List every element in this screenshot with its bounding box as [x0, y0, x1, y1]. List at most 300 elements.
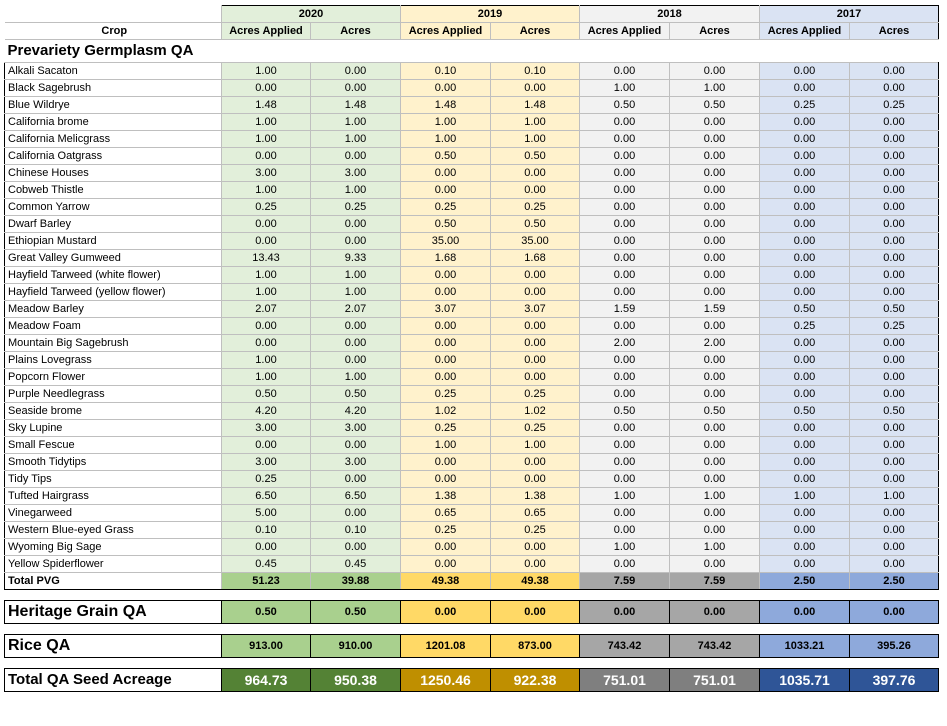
acreage-value: 1.00	[222, 369, 311, 386]
acreage-value: 0.00	[491, 284, 580, 301]
table-row	[5, 284, 939, 301]
acreage-value: 0.50	[580, 403, 670, 420]
acreage-value: 0.00	[491, 556, 580, 573]
acreage-value: 0.50	[491, 148, 580, 165]
acreage-value: 1.00	[670, 539, 760, 556]
acreage-value: 1.00	[222, 114, 311, 131]
table-row	[5, 505, 939, 522]
acreage-value: 0.00	[760, 233, 850, 250]
acreage-value: 0.00	[670, 216, 760, 233]
acreage-value: 0.25	[850, 318, 939, 335]
total-pvg-value: 7.59	[670, 573, 760, 590]
acreage-value: 0.00	[222, 233, 311, 250]
acreage-value: 0.00	[670, 165, 760, 182]
crop-header-blank	[5, 6, 222, 23]
acreage-value: 0.00	[401, 284, 491, 301]
acreage-value: 0.00	[850, 165, 939, 182]
acreage-value: 0.00	[850, 148, 939, 165]
year-header: 2018	[580, 6, 760, 23]
acreage-value: 0.00	[580, 250, 670, 267]
acreage-value: 0.00	[580, 556, 670, 573]
section-title-pvg: Prevariety Germplasm QA	[5, 40, 939, 63]
section-title-row	[5, 40, 939, 63]
acreage-value: 0.65	[401, 505, 491, 522]
acreage-value: 0.00	[760, 114, 850, 131]
acreage-value: 0.00	[401, 471, 491, 488]
acreage-value: 0.00	[760, 182, 850, 199]
acres-header: Acres	[311, 23, 401, 40]
acreage-value: 1.00	[580, 539, 670, 556]
acreage-value: 0.00	[760, 369, 850, 386]
crop-name: Western Blue-eyed Grass	[5, 522, 222, 539]
acreage-value: 0.00	[580, 471, 670, 488]
acreage-value: 13.43	[222, 250, 311, 267]
acreage-value: 0.00	[670, 267, 760, 284]
year-header: 2019	[401, 6, 580, 23]
crop-name: Great Valley Gumweed	[5, 250, 222, 267]
grand-total-value: 1035.71	[760, 669, 850, 692]
acreage-value: 0.50	[491, 216, 580, 233]
crop-name: Tidy Tips	[5, 471, 222, 488]
acreage-value: 0.25	[222, 471, 311, 488]
acreage-value: 0.25	[760, 97, 850, 114]
acreage-value: 0.00	[670, 114, 760, 131]
table-row	[5, 182, 939, 199]
acreage-value: 0.00	[760, 216, 850, 233]
acreage-value: 0.00	[850, 335, 939, 352]
acreage-value: 1.68	[401, 250, 491, 267]
crop-name: Cobweb Thistle	[5, 182, 222, 199]
acreage-value: 0.00	[311, 505, 401, 522]
acreage-value: 0.00	[222, 437, 311, 454]
acreage-value: 1.00	[222, 267, 311, 284]
acreage-value: 0.00	[580, 352, 670, 369]
acreage-value: 0.50	[850, 403, 939, 420]
crop-name: Tufted Hairgrass	[5, 488, 222, 505]
acreage-value: 0.00	[850, 199, 939, 216]
acreage-value: 0.25	[760, 318, 850, 335]
acreage-value: 1.00	[311, 267, 401, 284]
acreage-value: 1.00	[491, 437, 580, 454]
spacer-row	[5, 590, 939, 601]
acreage-value: 1.00	[670, 80, 760, 97]
acreage-value: 0.00	[850, 522, 939, 539]
acreage-value: 1.48	[222, 97, 311, 114]
acreage-value: 0.00	[491, 471, 580, 488]
acreage-value: 0.00	[670, 454, 760, 471]
acreage-value: 0.50	[670, 403, 760, 420]
acreage-value: 0.00	[670, 522, 760, 539]
acreage-value: 0.25	[850, 97, 939, 114]
header-year-row	[5, 6, 939, 23]
acreage-value: 1.00	[670, 488, 760, 505]
acreage-value: 0.50	[580, 97, 670, 114]
acreage-value: 0.00	[222, 318, 311, 335]
acreage-value: 0.00	[670, 369, 760, 386]
acreage-value: 0.00	[311, 471, 401, 488]
table-row	[5, 114, 939, 131]
table-row	[5, 63, 939, 80]
crop-name: Hayfield Tarweed (yellow flower)	[5, 284, 222, 301]
acreage-value: 0.00	[580, 454, 670, 471]
crop-name: Yellow Spiderflower	[5, 556, 222, 573]
acreage-value: 0.10	[222, 522, 311, 539]
acreage-value: 0.00	[760, 335, 850, 352]
acreage-value: 0.00	[760, 284, 850, 301]
crop-header: Crop	[5, 23, 222, 40]
rice-qa-row	[5, 635, 939, 658]
acreage-value: 0.00	[850, 216, 939, 233]
acreage-value: 0.00	[580, 284, 670, 301]
table-row	[5, 301, 939, 318]
acreage-value: 0.00	[491, 352, 580, 369]
acreage-value: 3.07	[401, 301, 491, 318]
crop-name: Sky Lupine	[5, 420, 222, 437]
acreage-value: 0.00	[222, 80, 311, 97]
acreage-value: 0.00	[580, 233, 670, 250]
acreage-value: 6.50	[222, 488, 311, 505]
heritage-grain-value: 0.00	[760, 601, 850, 624]
table-row	[5, 335, 939, 352]
acreage-value: 1.00	[401, 114, 491, 131]
table-row	[5, 165, 939, 182]
rice-qa-label: Rice QA	[5, 635, 222, 658]
heritage-grain-value: 0.50	[222, 601, 311, 624]
acreage-value: 0.10	[401, 63, 491, 80]
crop-name: Purple Needlegrass	[5, 386, 222, 403]
acreage-value: 0.00	[311, 80, 401, 97]
acreage-value: 0.00	[760, 556, 850, 573]
acreage-value: 0.00	[222, 148, 311, 165]
crop-name: Seaside brome	[5, 403, 222, 420]
acres-header: Acres	[850, 23, 939, 40]
acreage-value: 1.48	[311, 97, 401, 114]
acreage-value: 0.00	[670, 471, 760, 488]
acreage-value: 0.00	[760, 471, 850, 488]
acreage-value: 0.00	[311, 148, 401, 165]
acreage-value: 0.10	[491, 63, 580, 80]
table-row	[5, 403, 939, 420]
acreage-value: 2.07	[222, 301, 311, 318]
acreage-value: 0.00	[491, 318, 580, 335]
acreage-value: 0.00	[491, 182, 580, 199]
crop-name: Common Yarrow	[5, 199, 222, 216]
grand-total-value: 950.38	[311, 669, 401, 692]
acreage-value: 0.25	[491, 522, 580, 539]
acreage-value: 0.00	[850, 505, 939, 522]
spacer	[5, 658, 939, 669]
acreage-value: 1.00	[311, 182, 401, 199]
acreage-value: 1.00	[311, 284, 401, 301]
acreage-value: 0.00	[580, 63, 670, 80]
acreage-value: 0.00	[580, 267, 670, 284]
crop-name: Mountain Big Sagebrush	[5, 335, 222, 352]
heritage-grain-value: 0.00	[670, 601, 760, 624]
acreage-value: 0.00	[491, 335, 580, 352]
acreage-value: 1.00	[580, 488, 670, 505]
acreage-value: 1.00	[491, 131, 580, 148]
acreage-value: 0.25	[401, 522, 491, 539]
acreage-value: 0.00	[580, 522, 670, 539]
crop-name: California Melicgrass	[5, 131, 222, 148]
table-row	[5, 267, 939, 284]
acreage-value: 0.50	[311, 386, 401, 403]
acreage-value: 3.00	[222, 420, 311, 437]
acreage-value: 3.07	[491, 301, 580, 318]
acres-applied-header: Acres Applied	[222, 23, 311, 40]
acreage-value: 0.00	[580, 369, 670, 386]
acreage-value: 0.50	[222, 386, 311, 403]
table-row	[5, 80, 939, 97]
acreage-value: 1.00	[491, 114, 580, 131]
rice-qa-value: 913.00	[222, 635, 311, 658]
crop-name: Vinegarweed	[5, 505, 222, 522]
rice-qa-value: 873.00	[491, 635, 580, 658]
table-row	[5, 131, 939, 148]
crop-name: Blue Wildrye	[5, 97, 222, 114]
acreage-value: 0.00	[491, 80, 580, 97]
acreage-value: 0.00	[760, 539, 850, 556]
acreage-value: 0.00	[850, 233, 939, 250]
acreage-value: 2.00	[670, 335, 760, 352]
acreage-value: 0.00	[850, 471, 939, 488]
acreage-value: 0.00	[491, 539, 580, 556]
table-row	[5, 386, 939, 403]
acreage-value: 0.00	[850, 80, 939, 97]
acreage-value: 3.00	[222, 165, 311, 182]
acreage-value: 1.02	[401, 403, 491, 420]
grand-total-label: Total QA Seed Acreage	[5, 669, 222, 692]
acreage-value: 1.00	[222, 131, 311, 148]
acreage-value: 0.00	[670, 233, 760, 250]
acreage-value: 0.00	[850, 131, 939, 148]
acreage-value: 1.38	[491, 488, 580, 505]
acreage-value: 1.68	[491, 250, 580, 267]
acreage-value: 0.00	[311, 216, 401, 233]
table-row	[5, 233, 939, 250]
spacer-row	[5, 624, 939, 635]
rice-qa-value: 743.42	[670, 635, 760, 658]
acreage-value: 3.00	[311, 454, 401, 471]
acreage-value: 0.25	[491, 386, 580, 403]
table-row	[5, 522, 939, 539]
grand-total-value: 751.01	[670, 669, 760, 692]
acreage-value: 0.00	[311, 437, 401, 454]
crop-name: Black Sagebrush	[5, 80, 222, 97]
acreage-value: 0.00	[580, 437, 670, 454]
acreage-value: 0.25	[311, 199, 401, 216]
total-pvg-value: 49.38	[491, 573, 580, 590]
acreage-value: 4.20	[311, 403, 401, 420]
table-row	[5, 488, 939, 505]
acreage-value: 0.00	[580, 148, 670, 165]
acreage-value: 0.00	[580, 199, 670, 216]
acreage-value: 0.00	[401, 335, 491, 352]
acreage-value: 0.00	[850, 182, 939, 199]
acreage-value: 0.00	[401, 267, 491, 284]
acreage-value: 0.00	[580, 216, 670, 233]
crop-name: Chinese Houses	[5, 165, 222, 182]
acreage-value: 0.00	[760, 437, 850, 454]
acres-header: Acres	[670, 23, 760, 40]
acreage-value: 0.00	[401, 454, 491, 471]
acreage-value: 0.00	[670, 250, 760, 267]
total-pvg-value: 2.50	[850, 573, 939, 590]
acreage-value: 0.00	[850, 539, 939, 556]
acreage-value: 3.00	[311, 420, 401, 437]
acreage-value: 0.00	[401, 165, 491, 182]
crop-name: Wyoming Big Sage	[5, 539, 222, 556]
total-pvg-value: 49.38	[401, 573, 491, 590]
acreage-value: 0.00	[850, 267, 939, 284]
table-row	[5, 199, 939, 216]
acreage-value: 0.00	[760, 80, 850, 97]
acreage-value: 0.00	[760, 250, 850, 267]
acreage-value: 0.00	[401, 556, 491, 573]
acreage-value: 0.00	[491, 369, 580, 386]
acreage-value: 0.25	[222, 199, 311, 216]
acreage-value: 0.00	[850, 437, 939, 454]
table-row	[5, 454, 939, 471]
acreage-value: 0.00	[670, 505, 760, 522]
acreage-value: 0.50	[670, 97, 760, 114]
acreage-value: 0.00	[760, 505, 850, 522]
table-row	[5, 250, 939, 267]
acreage-value: 0.00	[580, 114, 670, 131]
acreage-value: 0.00	[850, 369, 939, 386]
acreage-value: 0.00	[670, 437, 760, 454]
acreage-value: 0.00	[670, 386, 760, 403]
acreage-value: 0.00	[670, 352, 760, 369]
acreage-value: 0.00	[850, 114, 939, 131]
crop-name: Plains Lovegrass	[5, 352, 222, 369]
crop-name: Hayfield Tarweed (white flower)	[5, 267, 222, 284]
acreage-value: 0.00	[670, 148, 760, 165]
heritage-grain-row	[5, 601, 939, 624]
table-row	[5, 318, 939, 335]
crop-name: Small Fescue	[5, 437, 222, 454]
acreage-value: 0.00	[850, 454, 939, 471]
table-row	[5, 352, 939, 369]
table-row	[5, 556, 939, 573]
acreage-value: 0.00	[311, 233, 401, 250]
crop-name: Dwarf Barley	[5, 216, 222, 233]
crop-name: Smooth Tidytips	[5, 454, 222, 471]
acreage-value: 0.00	[850, 556, 939, 573]
table-row	[5, 97, 939, 114]
acreage-value: 0.25	[401, 420, 491, 437]
acreage-value: 3.00	[311, 165, 401, 182]
acreage-value: 0.10	[311, 522, 401, 539]
crop-name: Meadow Barley	[5, 301, 222, 318]
acreage-value: 35.00	[491, 233, 580, 250]
table-row	[5, 216, 939, 233]
acreage-value: 0.00	[401, 539, 491, 556]
acreage-value: 0.00	[401, 182, 491, 199]
acreage-value: 1.38	[401, 488, 491, 505]
rice-qa-value: 395.26	[850, 635, 939, 658]
acreage-value: 0.00	[401, 369, 491, 386]
acreage-value: 9.33	[311, 250, 401, 267]
spacer-row	[5, 658, 939, 669]
acreage-value: 0.00	[491, 165, 580, 182]
acreage-value: 1.00	[311, 369, 401, 386]
heritage-grain-value: 0.50	[311, 601, 401, 624]
acreage-value: 0.00	[311, 335, 401, 352]
acreage-value: 0.00	[222, 539, 311, 556]
acreage-value: 0.00	[760, 199, 850, 216]
total-pvg-value: 51.23	[222, 573, 311, 590]
spacer	[5, 590, 939, 601]
acreage-value: 0.00	[760, 148, 850, 165]
acreage-value: 0.00	[670, 199, 760, 216]
acres-applied-header: Acres Applied	[580, 23, 670, 40]
acreage-value: 1.02	[491, 403, 580, 420]
crop-name: California Oatgrass	[5, 148, 222, 165]
acreage-value: 0.00	[850, 386, 939, 403]
total-pvg-value: 2.50	[760, 573, 850, 590]
acreage-value: 0.00	[760, 267, 850, 284]
acreage-value: 0.00	[760, 352, 850, 369]
acreage-value: 0.00	[580, 420, 670, 437]
acreage-value: 1.00	[760, 488, 850, 505]
acreage-value: 0.00	[670, 63, 760, 80]
grand-total-value: 964.73	[222, 669, 311, 692]
crop-name: Alkali Sacaton	[5, 63, 222, 80]
total-pvg-value: 7.59	[580, 573, 670, 590]
rice-qa-value: 910.00	[311, 635, 401, 658]
crop-name: Popcorn Flower	[5, 369, 222, 386]
acreage-value: 0.00	[670, 284, 760, 301]
table-row	[5, 148, 939, 165]
crop-name: Meadow Foam	[5, 318, 222, 335]
acreage-value: 0.50	[760, 403, 850, 420]
acreage-value: 1.59	[580, 301, 670, 318]
rice-qa-value: 1033.21	[760, 635, 850, 658]
acreage-value: 0.00	[491, 267, 580, 284]
acreage-value: 3.00	[222, 454, 311, 471]
acreage-value: 0.00	[670, 420, 760, 437]
acreage-value: 1.00	[222, 284, 311, 301]
acreage-value: 0.25	[491, 420, 580, 437]
grand-total-value: 751.01	[580, 669, 670, 692]
table-row	[5, 471, 939, 488]
acreage-value: 1.59	[670, 301, 760, 318]
acreage-value: 0.65	[491, 505, 580, 522]
acreage-value: 0.00	[401, 318, 491, 335]
acreage-value: 1.00	[222, 63, 311, 80]
acreage-value: 0.00	[491, 454, 580, 471]
acreage-value: 1.00	[222, 352, 311, 369]
header-sub-row	[5, 23, 939, 40]
acreage-value: 0.00	[670, 318, 760, 335]
spacer	[5, 624, 939, 635]
acres-applied-header: Acres Applied	[401, 23, 491, 40]
year-header: 2020	[222, 6, 401, 23]
acreage-value: 0.00	[850, 63, 939, 80]
acreage-value: 6.50	[311, 488, 401, 505]
acreage-value: 0.00	[850, 250, 939, 267]
acreage-value: 1.00	[311, 114, 401, 131]
total-pvg-value: 39.88	[311, 573, 401, 590]
acreage-value: 0.25	[401, 199, 491, 216]
acreage-value: 0.00	[401, 80, 491, 97]
acreage-value: 35.00	[401, 233, 491, 250]
acreage-value: 0.00	[760, 454, 850, 471]
crop-name: California brome	[5, 114, 222, 131]
acreage-value: 0.00	[670, 182, 760, 199]
acreage-value: 0.00	[222, 335, 311, 352]
